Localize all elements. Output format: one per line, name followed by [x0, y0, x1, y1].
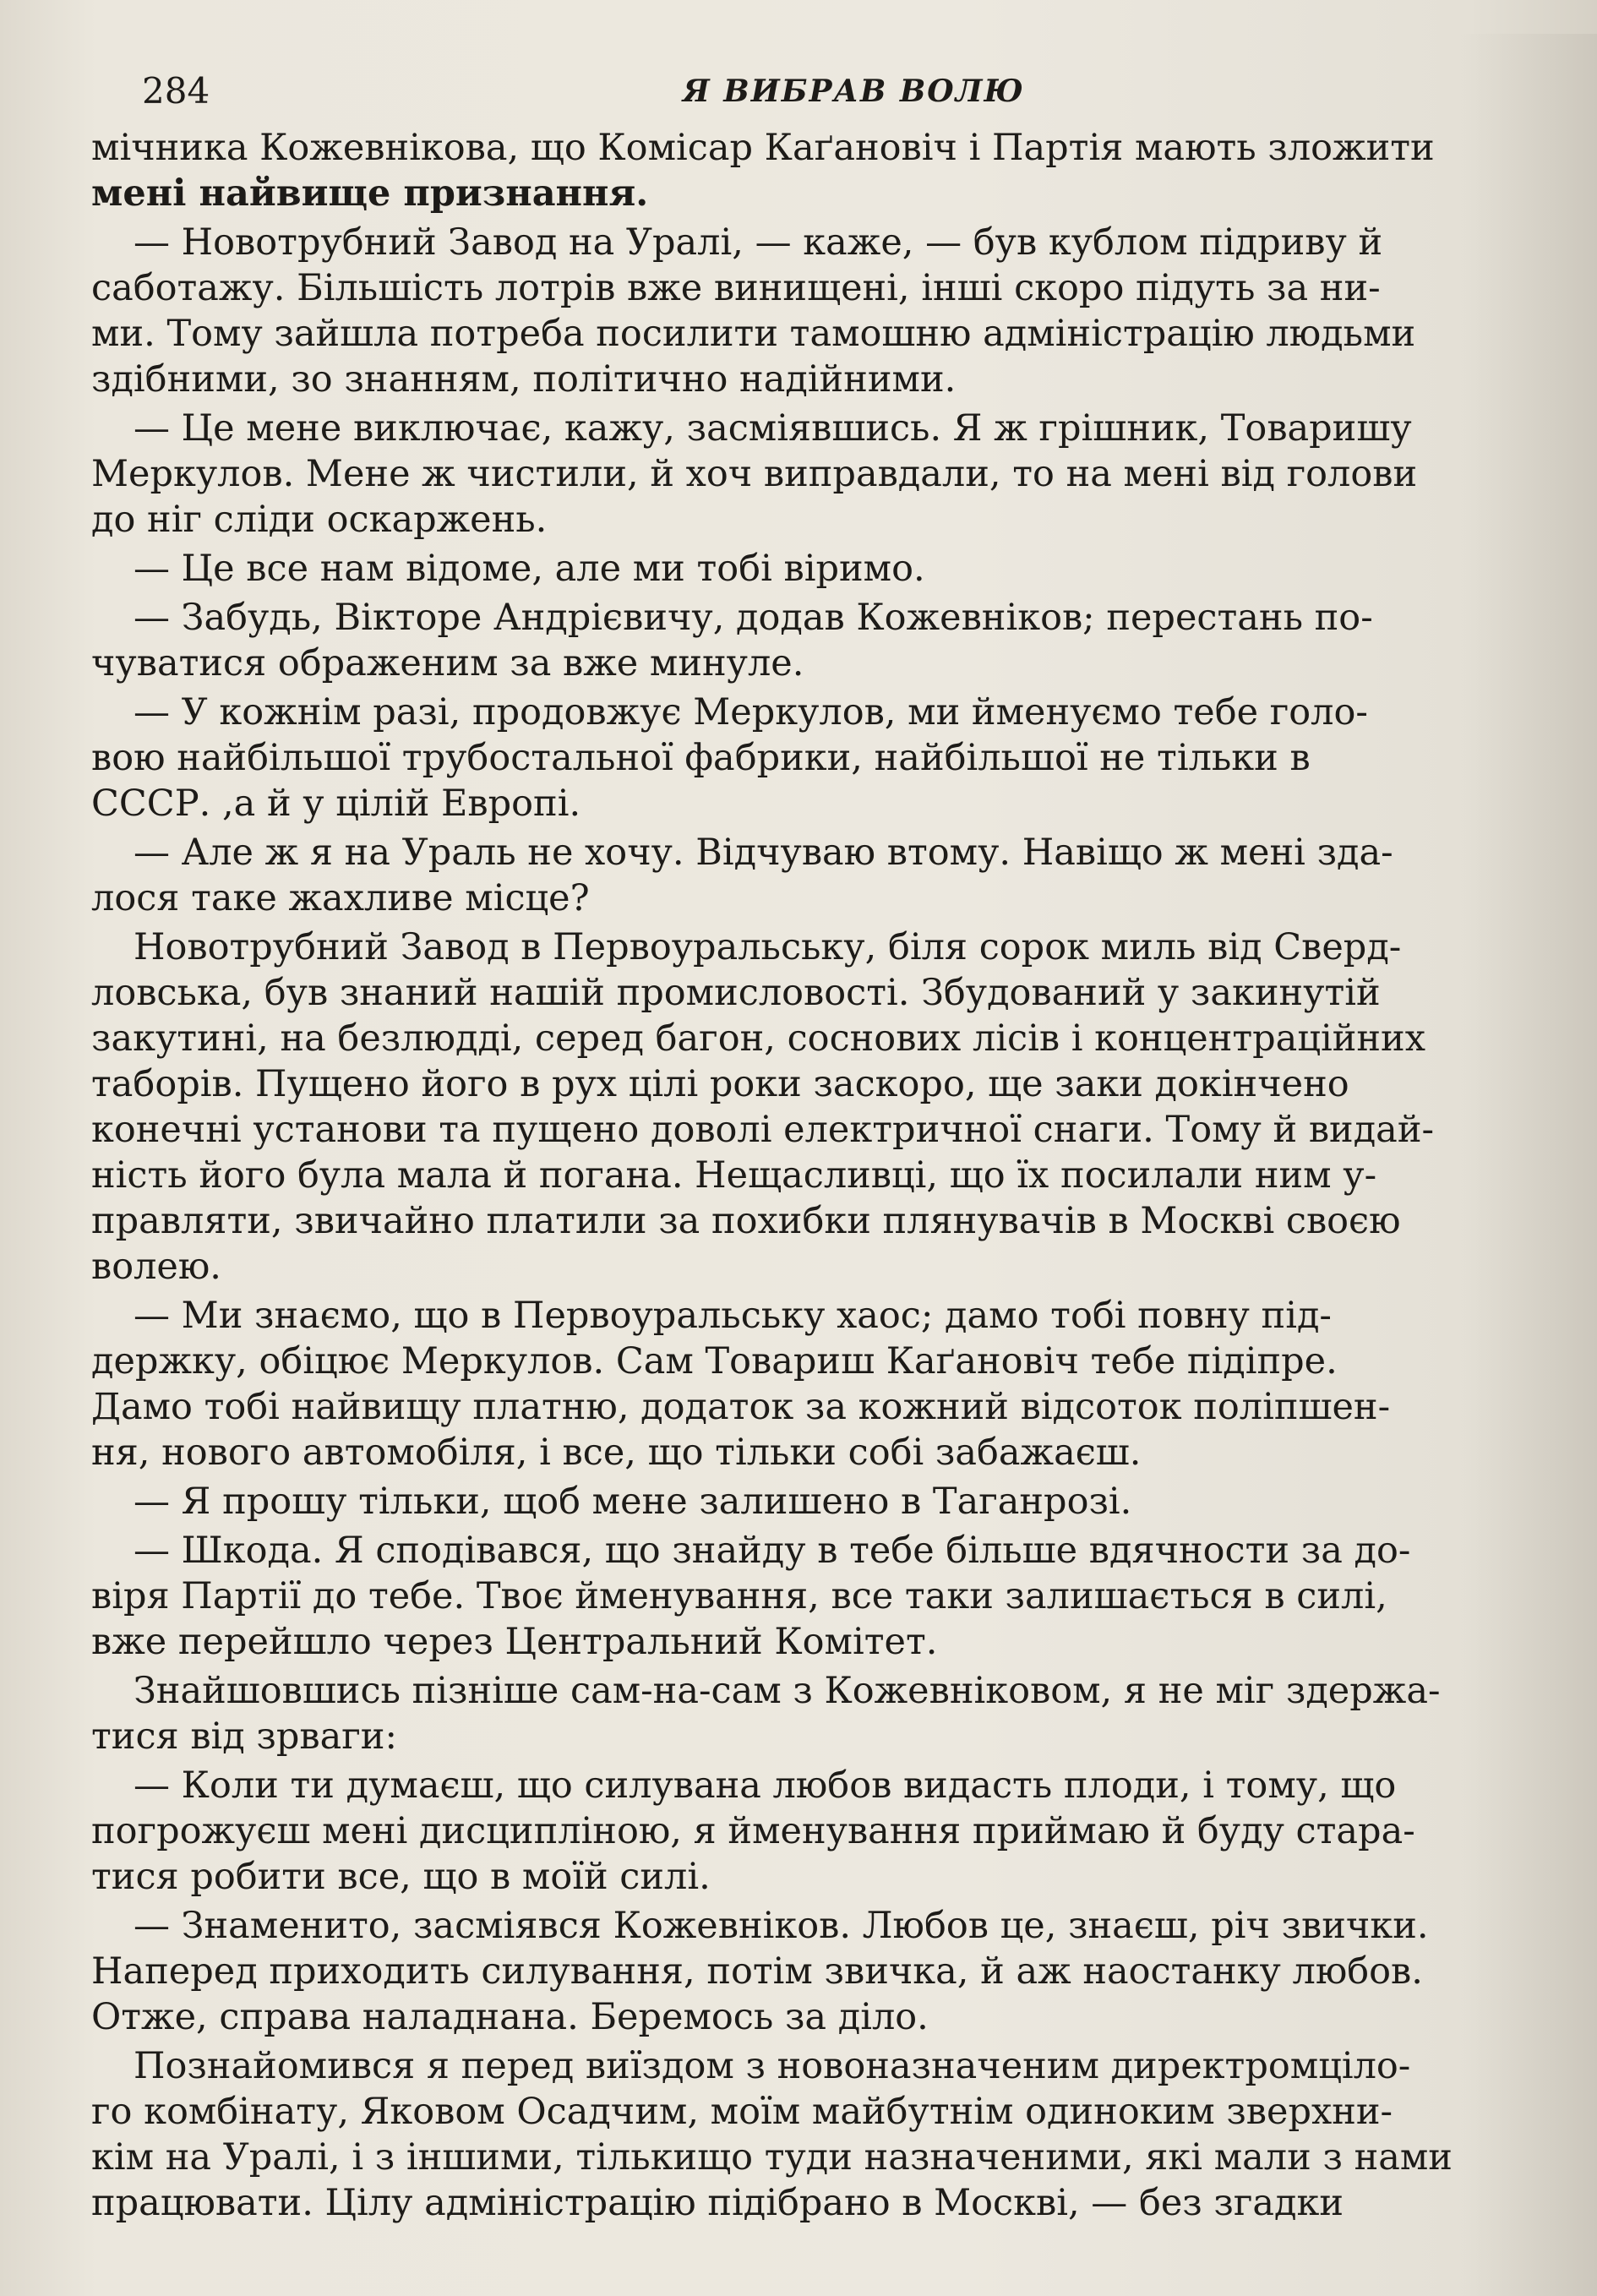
- paragraph: [91, 1479, 1502, 1524]
- paragraph: [91, 220, 1502, 402]
- text-line: — Але ж я на Ураль не хочу. Відчуваю втому. Навіщо ж мені зда-: [134, 832, 1393, 874]
- text-line: Отже, справа наладнана. Беремось за діло.: [91, 1996, 929, 2038]
- text-line: — Шкода. Я сподівався, що знайду в тебе більше вдячности за до-: [134, 1530, 1411, 1572]
- text-line: ня, нового автомобіля, і все, що тільки собі забажаєш.: [91, 1432, 1142, 1474]
- running-title: Я ВИБРАВ ВОЛЮ: [683, 74, 1025, 109]
- text-line: лося таке жахливе місце?: [91, 877, 590, 919]
- text-line: Наперед приходить силування, потім звичка, й аж наостанку любов.: [91, 1950, 1423, 1993]
- text-line: саботажу. Більшість лотрів вже винищені, інші скоро підуть за ни-: [91, 267, 1381, 309]
- text-line: мічника Кожевнікова, що Комісар Каґановіч і Партія мають зложити: [91, 127, 1435, 169]
- text-line: чуватися ображеним за вже минуле.: [91, 642, 804, 684]
- text-line: правляти, звичайно платили за похибки плянувачів в Москві своєю: [91, 1200, 1401, 1242]
- paragraph: [91, 1528, 1502, 1665]
- paragraph: [91, 1668, 1502, 1759]
- text-line: держку, обіцює Меркулов. Сам Товариш Каґановіч тебе підіпре.: [91, 1340, 1338, 1383]
- text-line: Дамо тобі найвищу платню, додаток за кожний відсоток поліпшен-: [91, 1386, 1391, 1428]
- text-line: — Ми знаємо, що в Первоуральську хаос; дамо тобі повну під-: [134, 1295, 1332, 1337]
- text-line: — Це все нам відоме, але ми тобі віримо.: [134, 548, 925, 590]
- text-line: тися робити все, що в моїй силі.: [91, 1856, 711, 1898]
- text-line: ність його була мала й погана. Нещасливці, що їх посилали ним у-: [91, 1154, 1377, 1197]
- paragraph: [91, 690, 1502, 826]
- paragraph: [91, 546, 1502, 592]
- text-line: тися від зрваги:: [91, 1715, 397, 1758]
- text-line: здібними, зо знанням, політично надійними.: [91, 358, 957, 401]
- paragraph: [91, 595, 1502, 686]
- paragraph: [91, 2043, 1502, 2226]
- paragraph: [91, 406, 1502, 543]
- text-line: — Це мене виключає, кажу, засміявшись. Я ж грішник, Товаришу: [134, 407, 1412, 450]
- text-line: — Знаменито, засміявся Кожевніков. Любов це, знаєш, річ звички.: [134, 1905, 1429, 1947]
- page-number: 284: [142, 70, 210, 112]
- text-line: — Коли ти думаєш, що силувана любов видасть плоди, і тому, що: [134, 1764, 1397, 1807]
- text-line: кім на Уралі, і з іншими, тількищо туди назначеними, які мали з нами: [91, 2136, 1453, 2179]
- text-line: — Новотрубний Завод на Уралі, — каже, — був кублом підриву й: [134, 221, 1383, 264]
- paragraph: [91, 1903, 1502, 2040]
- text-line: вже перейшло через Центральний Комітет.: [91, 1621, 938, 1663]
- text-line: Познайомився я перед виїздом з новоназначеним директромціло-: [134, 2045, 1411, 2087]
- page-header: [142, 66, 1519, 117]
- text-line: мені найвище признання.: [91, 172, 649, 215]
- text-line: Меркулов. Мене ж чистили, й хоч виправдали, то на мені від голови: [91, 453, 1418, 495]
- paragraph: [91, 830, 1502, 921]
- text-line: таборів. Пущено його в рух цілі роки заскоро, ще заки докінчено: [91, 1063, 1349, 1105]
- text-line: погрожуєш мені дисципліною, я йменування приймаю й буду стара-: [91, 1810, 1415, 1852]
- text-line: Новотрубний Завод в Первоуральську, біля сорок миль від Сверд-: [134, 926, 1402, 968]
- text-line: закутині, на безлюдді, серед багон, соснових лісів і концентраційних: [91, 1017, 1425, 1060]
- text-line: волею.: [91, 1246, 221, 1288]
- paragraph: [91, 125, 1502, 216]
- text-line: конечні установи та пущено доволі електричної снаги. Тому й видай-: [91, 1109, 1435, 1151]
- text-line: — Забудь, Вікторе Андрієвичу, додав Кожевніков; перестань по-: [134, 597, 1373, 639]
- text-line: — У кожнім разі, продовжує Меркулов, ми йменуємо тебе голо-: [134, 691, 1368, 734]
- text-line: Знайшовшись пізніше сам-на-сам з Кожевніковом, я не міг здержа-: [134, 1670, 1441, 1712]
- text-line: ловська, був знаний нашій промисловості. Збудований у закинутій: [91, 972, 1381, 1014]
- text-line: — Я прошу тільки, щоб мене залишено в Таганрозі.: [134, 1481, 1132, 1523]
- paragraph: [91, 1293, 1502, 1475]
- paragraph: [91, 1763, 1502, 1900]
- text-line: СССР. ,а й у цілій Европі.: [91, 783, 581, 825]
- text-line: до ніг сліди оскаржень.: [91, 499, 548, 541]
- text-line: вою найбільшої трубостальної фабрики, найбільшої не тільки в: [91, 737, 1311, 779]
- paragraph: [91, 924, 1502, 1290]
- body-text: [91, 125, 1502, 2229]
- text-line: працювати. Цілу адміністрацію підібрано в Москві, — без згадки: [91, 2182, 1344, 2224]
- text-line: віря Партії до тебе. Твоє йменування, все таки залишається в силі,: [91, 1575, 1387, 1617]
- text-line: го комбінату, Яковом Осадчим, моїм майбутнім одиноким зверхни-: [91, 2091, 1393, 2133]
- text-line: ми. Тому зайшла потреба посилити тамошню адміністрацію людьми: [91, 313, 1416, 355]
